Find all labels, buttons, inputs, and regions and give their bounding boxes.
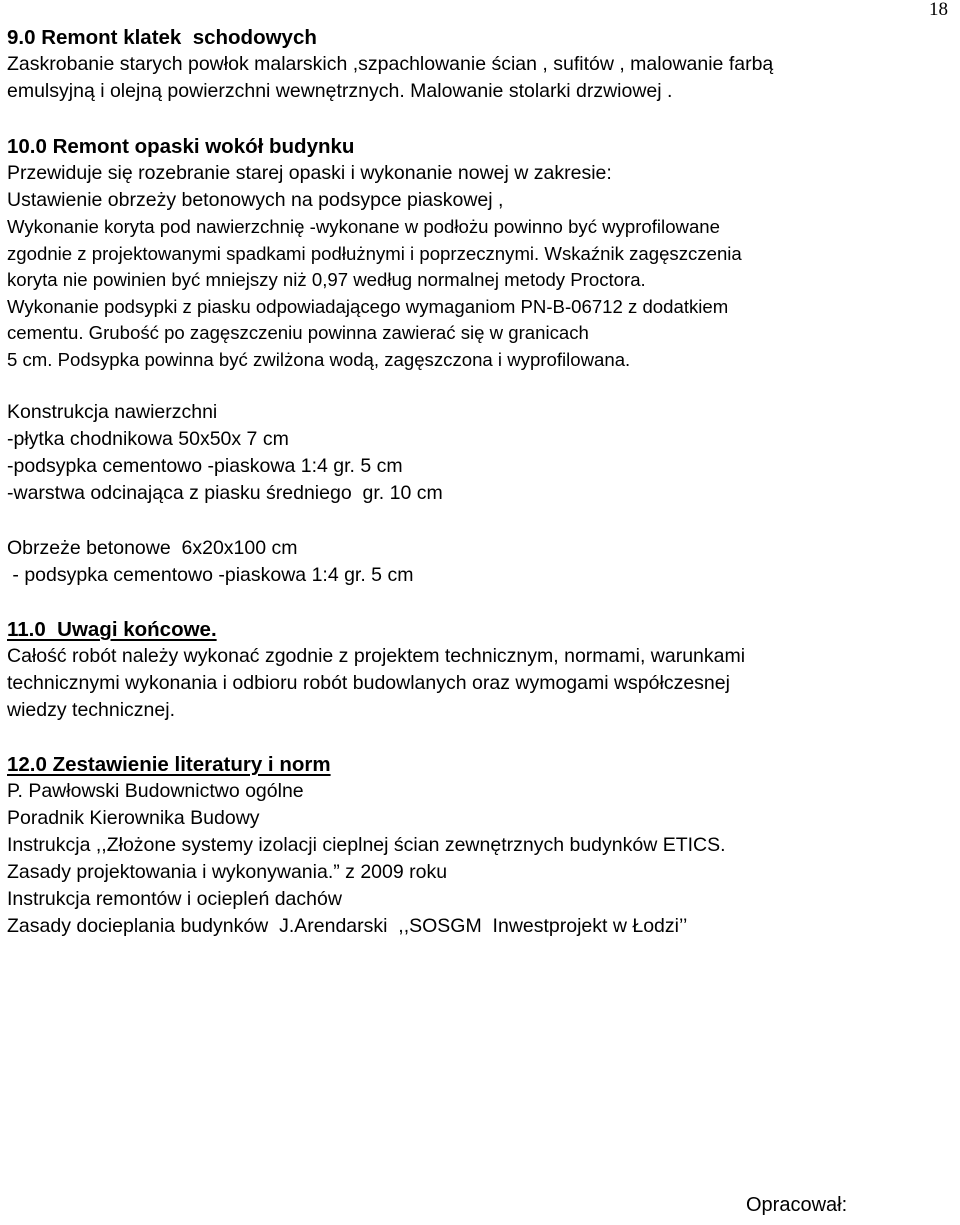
konstrukcja-line: Konstrukcja nawierzchni (7, 401, 218, 423)
spacer (7, 589, 952, 616)
section-10-line: 5 cm. Podsypka powinna być zwilżona wodą, zagęszczona i wyprofilowana. (7, 348, 631, 370)
literature-item: Zasady docieplania budynków J.Arendarski ,,SOSGM Inwestprojekt w Łodzi’’ (7, 915, 688, 937)
section-10-line: Wykonanie koryta pod nawierzchnię -wykonane w podłożu powinno być wyprofilowane (7, 216, 720, 237)
document-body (7, 24, 952, 940)
section-9 (7, 24, 952, 105)
obrzeze-betonowe (7, 535, 952, 589)
obrzeze-line: - podsypka cementowo -piaskowa 1:4 gr. 5 cm (7, 564, 414, 586)
section-10 (7, 133, 952, 373)
section-9-heading: 9.0 Remont klatek schodowych (7, 26, 317, 49)
section-10-line: Ustawienie obrzeży betonowych na podsypce piaskowej , (7, 189, 504, 211)
section-11-line: technicznymi wykonania i odbioru robót budowlanych oraz wymogami współczesnej (7, 672, 730, 694)
section-10-line: koryta nie powinien być mniejszy niż 0,97 według normalnej metody Proctora. (7, 269, 646, 290)
konstrukcja-nawierzchni (7, 399, 952, 507)
section-10-line: zgodnie z projektowanymi spadkami podłużnymi i poprzecznymi. Wskaźnik zagęszczenia (7, 242, 742, 264)
literature-item: Instrukcja ,,Złożone systemy izolacji cieplnej ścian zewnętrznych budynków ETICS. (7, 834, 726, 856)
section-12 (7, 751, 952, 940)
spacer (7, 507, 952, 535)
section-9-line: emulsyjną i olejną powierzchni wewnętrznych. Malowanie stolarki drzwiowej . (7, 80, 673, 102)
section-11-line: Całość robót należy wykonać zgodnie z projektem technicznym, normami, warunkami (7, 645, 746, 667)
section-11-line: wiedzy technicznej. (7, 699, 175, 721)
section-10-line: cementu. Grubość po zagęszczeniu powinna zawierać się w granicach (7, 322, 589, 343)
section-11-heading: 11.0 Uwagi końcowe. (7, 618, 217, 641)
signature-label: Opracował: (746, 1194, 848, 1216)
section-9-line: Zaskrobanie starych powłok malarskich ,szpachlowanie ścian , sufitów , malowanie farbą (7, 53, 774, 75)
konstrukcja-line: -płytka chodnikowa 50x50x 7 cm (7, 428, 289, 450)
spacer (7, 724, 952, 751)
literature-item: P. Pawłowski Budownictwo ogólne (7, 780, 304, 802)
section-10-line: Przewiduje się rozebranie starej opaski i wykonanie nowej w zakresie: (7, 162, 612, 184)
konstrukcja-line: -podsypka cementowo -piaskowa 1:4 gr. 5 cm (7, 455, 403, 477)
section-11 (7, 616, 952, 724)
literature-item: Zasady projektowania i wykonywania.” z 2009 roku (7, 861, 448, 883)
literature-item: Poradnik Kierownika Budowy (7, 807, 260, 829)
spacer (7, 373, 952, 399)
spacer (7, 105, 952, 133)
literature-item: Instrukcja remontów i ociepleń dachów (7, 888, 342, 910)
konstrukcja-line: -warstwa odcinająca z piasku średniego gr. 10 cm (7, 482, 443, 504)
section-12-heading: 12.0 Zestawienie literatury i norm (7, 753, 331, 776)
section-10-line: Wykonanie podsypki z piasku odpowiadającego wymaganiom PN-B-06712 z dodatkiem (7, 295, 729, 317)
obrzeze-line: Obrzeże betonowe 6x20x100 cm (7, 537, 298, 559)
page-number: 18 (929, 0, 948, 20)
section-10-heading: 10.0 Remont opaski wokół budynku (7, 135, 355, 158)
